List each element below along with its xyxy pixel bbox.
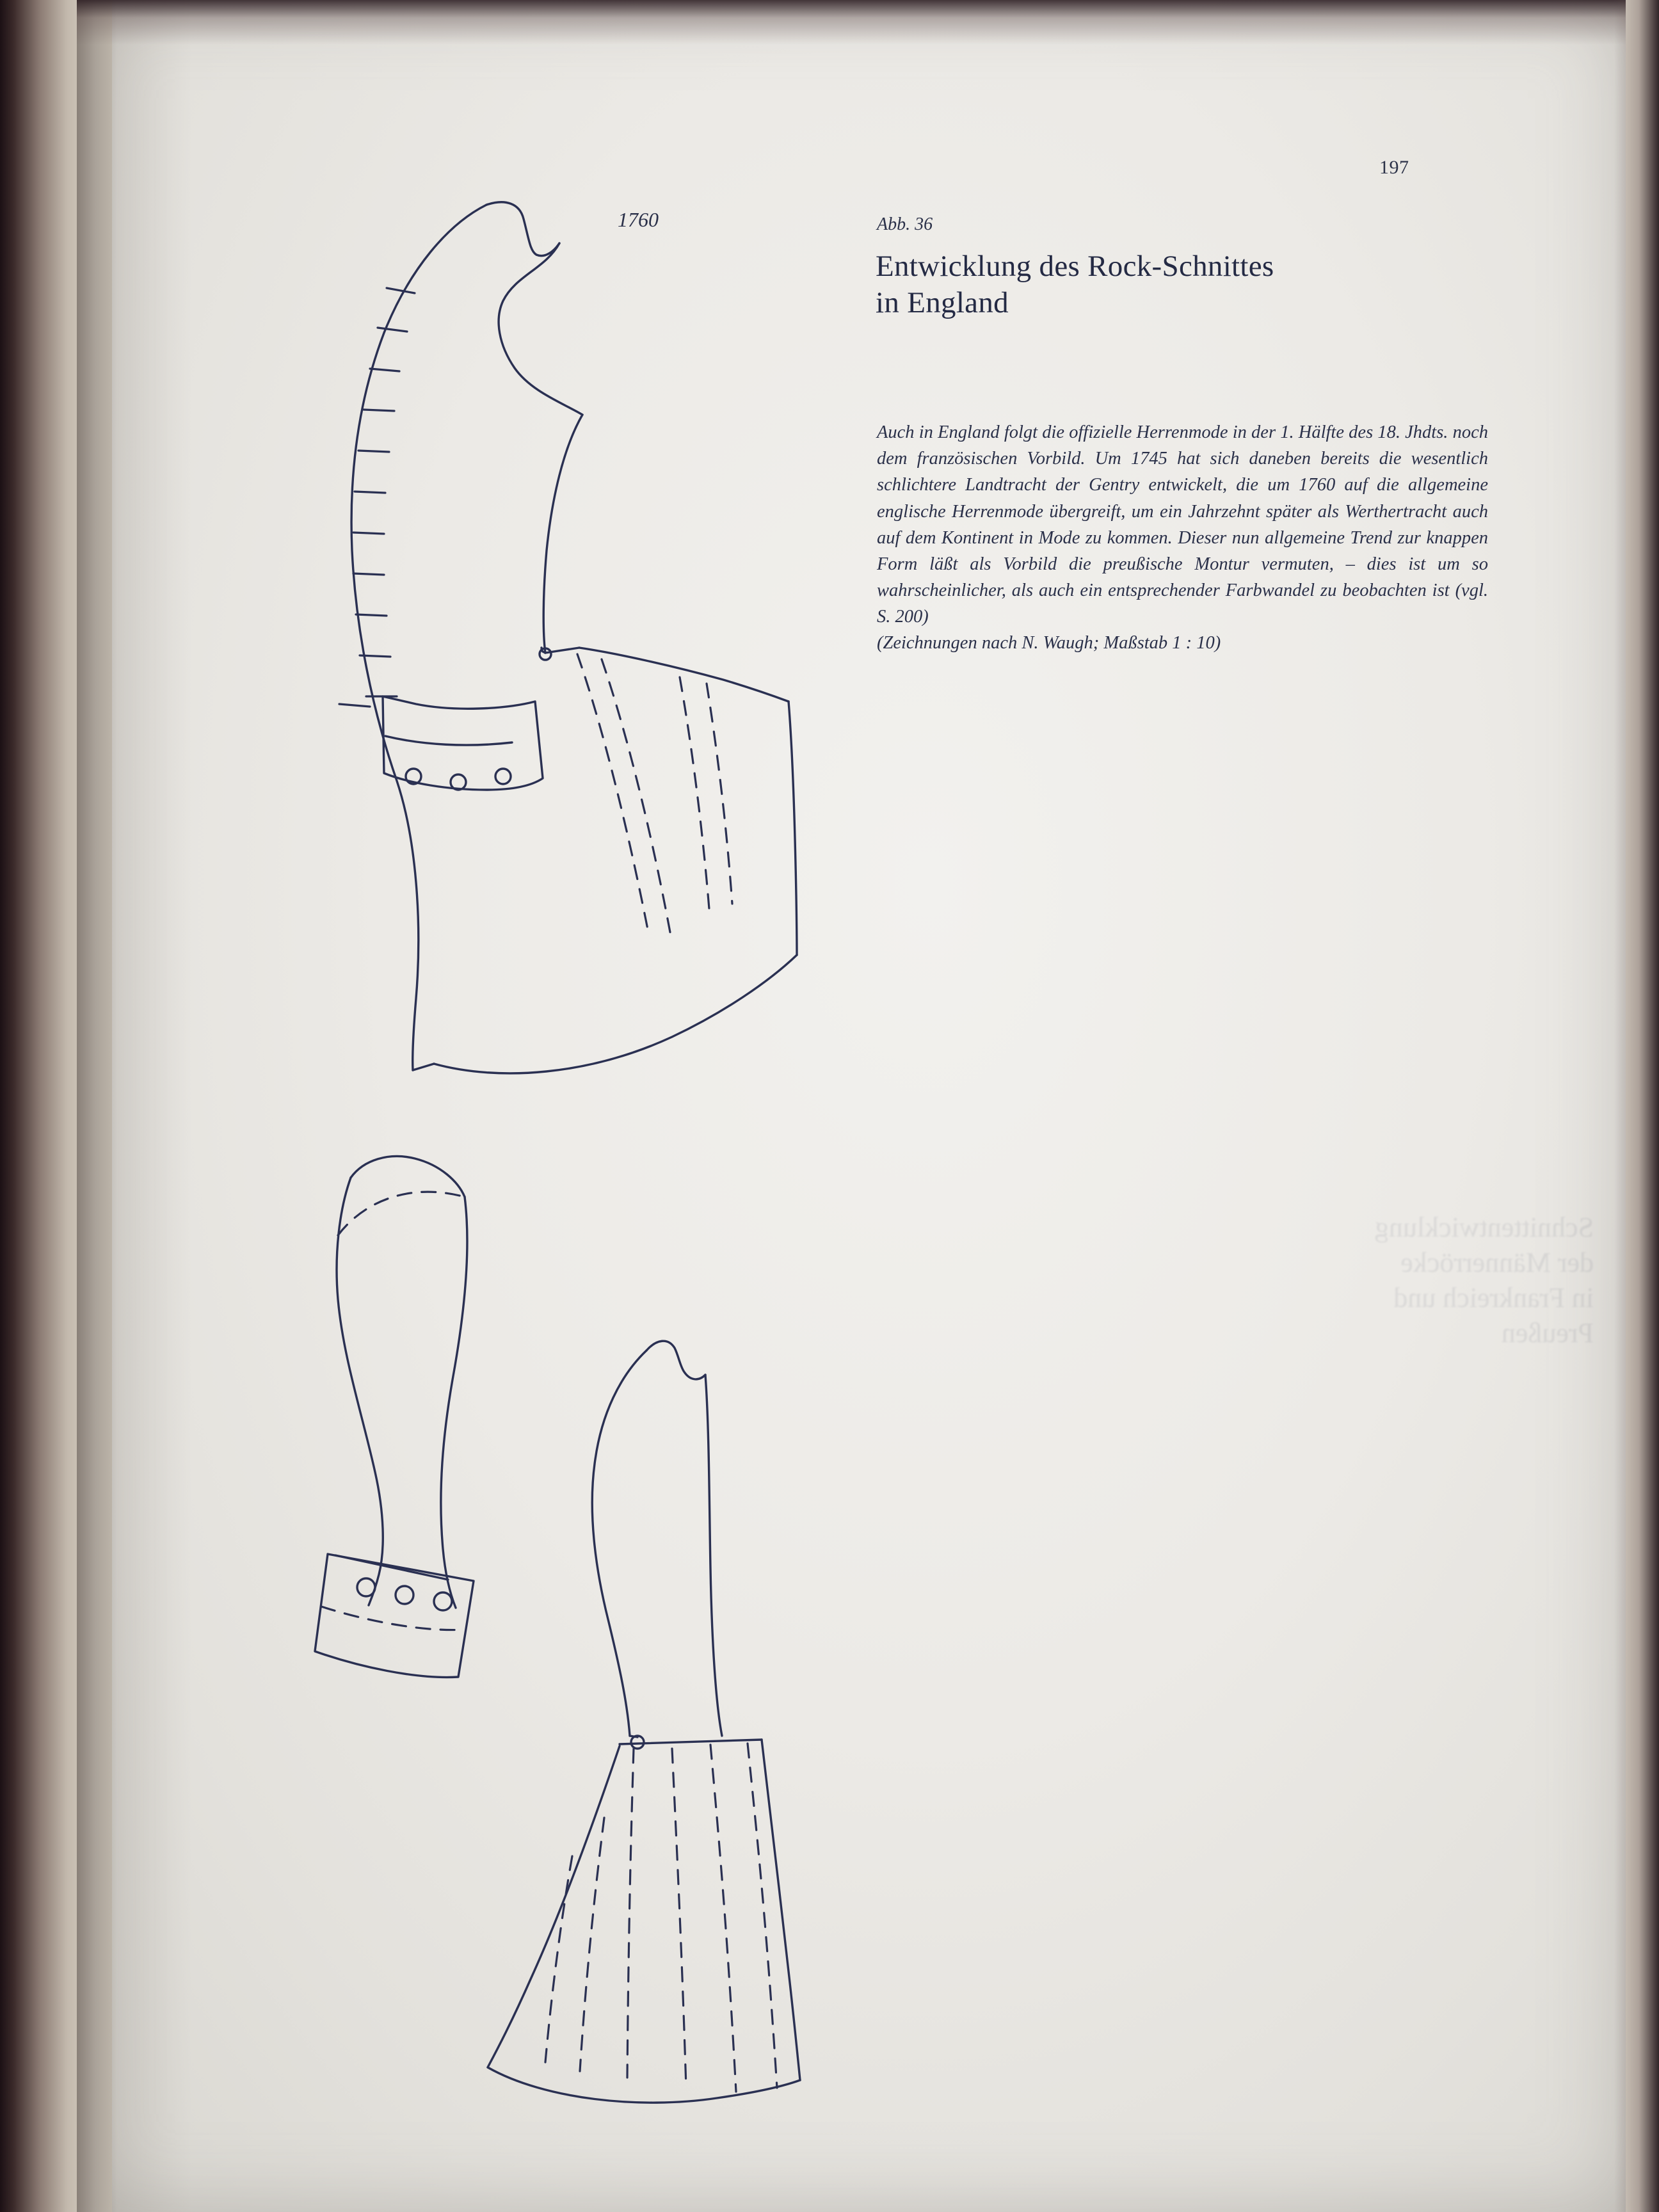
figure-title-line-1: Entwicklung des Rock-Schnittes: [876, 250, 1274, 283]
drawing-year-label: 1760: [618, 208, 659, 231]
top-edge-shadow: [77, 0, 1626, 45]
page-number: 197: [1379, 157, 1409, 178]
source-note: (Zeichnungen nach N. Waugh; Maßstab 1 : 10): [877, 633, 1221, 653]
body-paragraph: Auch in England folgt die offizielle Herrenmode in der 1. Hälfte des 18. Jhdts. noch dem französischen Vorbild. Um 1745 hat sich daneben bereits die wesentlich schlichtere Landtracht der Gentry entwickelt, die um 1760 auf die allgemeine englische Herrenmode übergreift, um ein Jahrzehnt später als Werthertracht auch auf dem Kontinent in Mode zu kommen. Dieser nun allgemeine Trend zur knappen Form läßt als Vorbild die preußische Montur vermuten, – dies ist um so wahrscheinlicher, als auch ein entsprechender Farbwandel zu beobachten ist (vgl. S. 200): [877, 422, 1488, 627]
figure-title-line-2: in England: [876, 286, 1009, 320]
figure-number-label: Abb. 36: [877, 214, 933, 234]
paper-sheet: [77, 0, 1626, 2212]
right-edge-shadow: [1614, 0, 1659, 2212]
body-paragraph-block: [877, 419, 1488, 657]
gutter-shadow: [77, 0, 192, 2212]
figure-title: [876, 248, 1452, 322]
